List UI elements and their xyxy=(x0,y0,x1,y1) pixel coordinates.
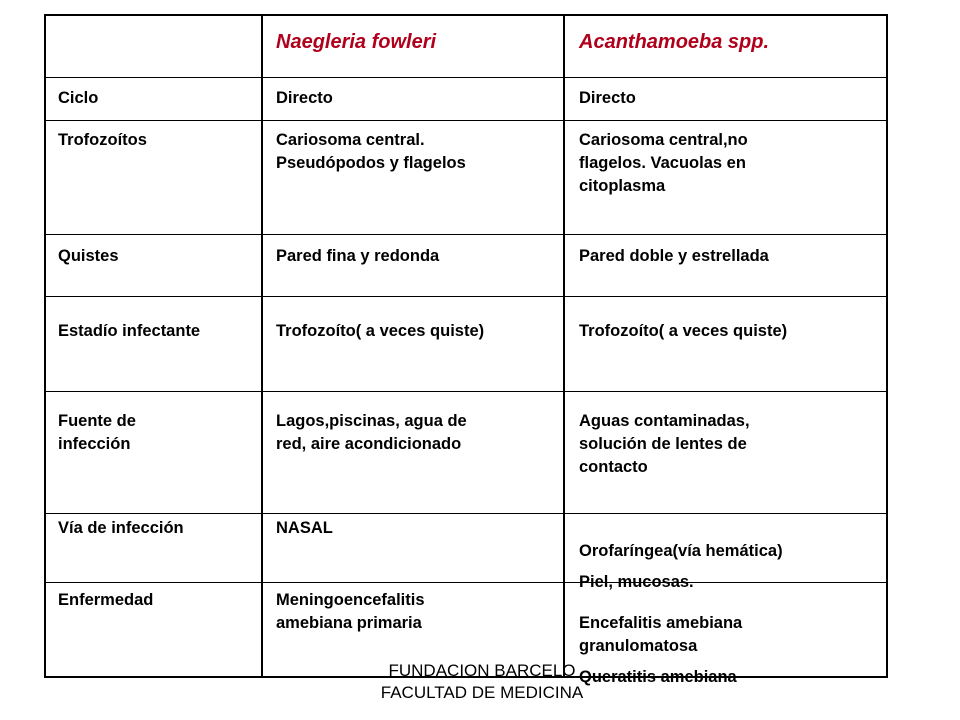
row-divider xyxy=(46,120,886,121)
cell-acanthamoeba-ciclo: Directo xyxy=(579,89,636,107)
column-divider xyxy=(563,16,565,676)
cell-naegleria-ciclo: Directo xyxy=(276,89,333,107)
cell-naegleria-quistes: Pared fina y redonda xyxy=(276,247,440,265)
cell-naegleria-trofozoitos: Cariosoma central. Pseudópodos y flagelos xyxy=(276,131,466,172)
cell-acanthamoeba-enfermedad-line1: Encefalitis amebiana granulomatosa xyxy=(579,614,743,655)
row-divider xyxy=(46,234,886,235)
row-label-trofozoitos: Trofozoítos xyxy=(58,131,147,149)
cell-acanthamoeba-fuente: Aguas contaminadas, solución de lentes de contacto xyxy=(579,412,750,476)
row-label-via-infeccion: Vía de infección xyxy=(58,519,184,537)
footer-caption xyxy=(340,660,624,704)
header-naegleria: Naegleria fowleri xyxy=(276,31,437,53)
row-label-quistes: Quistes xyxy=(58,247,119,265)
cell-acanthamoeba-quistes: Pared doble y estrellada xyxy=(579,247,769,265)
row-divider xyxy=(46,391,886,392)
column-divider xyxy=(261,16,263,676)
row-label-ciclo: Ciclo xyxy=(58,89,99,107)
header-acanthamoeba: Acanthamoeba spp. xyxy=(579,31,770,53)
row-label-enfermedad: Enfermedad xyxy=(58,591,154,609)
cell-naegleria-fuente: Lagos,piscinas, agua de red, aire acondicionado xyxy=(276,412,467,453)
cell-naegleria-via: NASAL xyxy=(276,519,333,537)
comparison-table xyxy=(44,14,888,686)
cell-naegleria-enfermedad: Meningoencefalitis amebiana primaria xyxy=(276,591,425,632)
footer-faculty: FACULTAD DE MEDICINA xyxy=(380,683,584,702)
cell-acanthamoeba-estadio: Trofozoíto( a veces quiste) xyxy=(579,322,788,340)
cell-acanthamoeba-enfermedad-line2: Queratitis amebiana xyxy=(579,668,737,686)
cell-acanthamoeba-trofozoitos: Cariosoma central,no flagelos. Vacuolas en citoplasma xyxy=(579,131,748,195)
footer-institution: FUNDACION BARCELO xyxy=(388,661,576,680)
row-divider xyxy=(46,513,886,514)
cell-acanthamoeba-via-line1: Orofaríngea(vía hemática) xyxy=(579,542,783,560)
cell-acanthamoeba-via-line2: Piel, mucosas. xyxy=(579,573,694,591)
row-label-fuente-infeccion: Fuente de infección xyxy=(58,412,136,453)
row-divider xyxy=(46,77,886,78)
row-label-estadio-infectante: Estadío infectante xyxy=(58,322,201,340)
row-divider xyxy=(46,296,886,297)
cell-naegleria-estadio: Trofozoíto( a veces quiste) xyxy=(276,322,485,340)
